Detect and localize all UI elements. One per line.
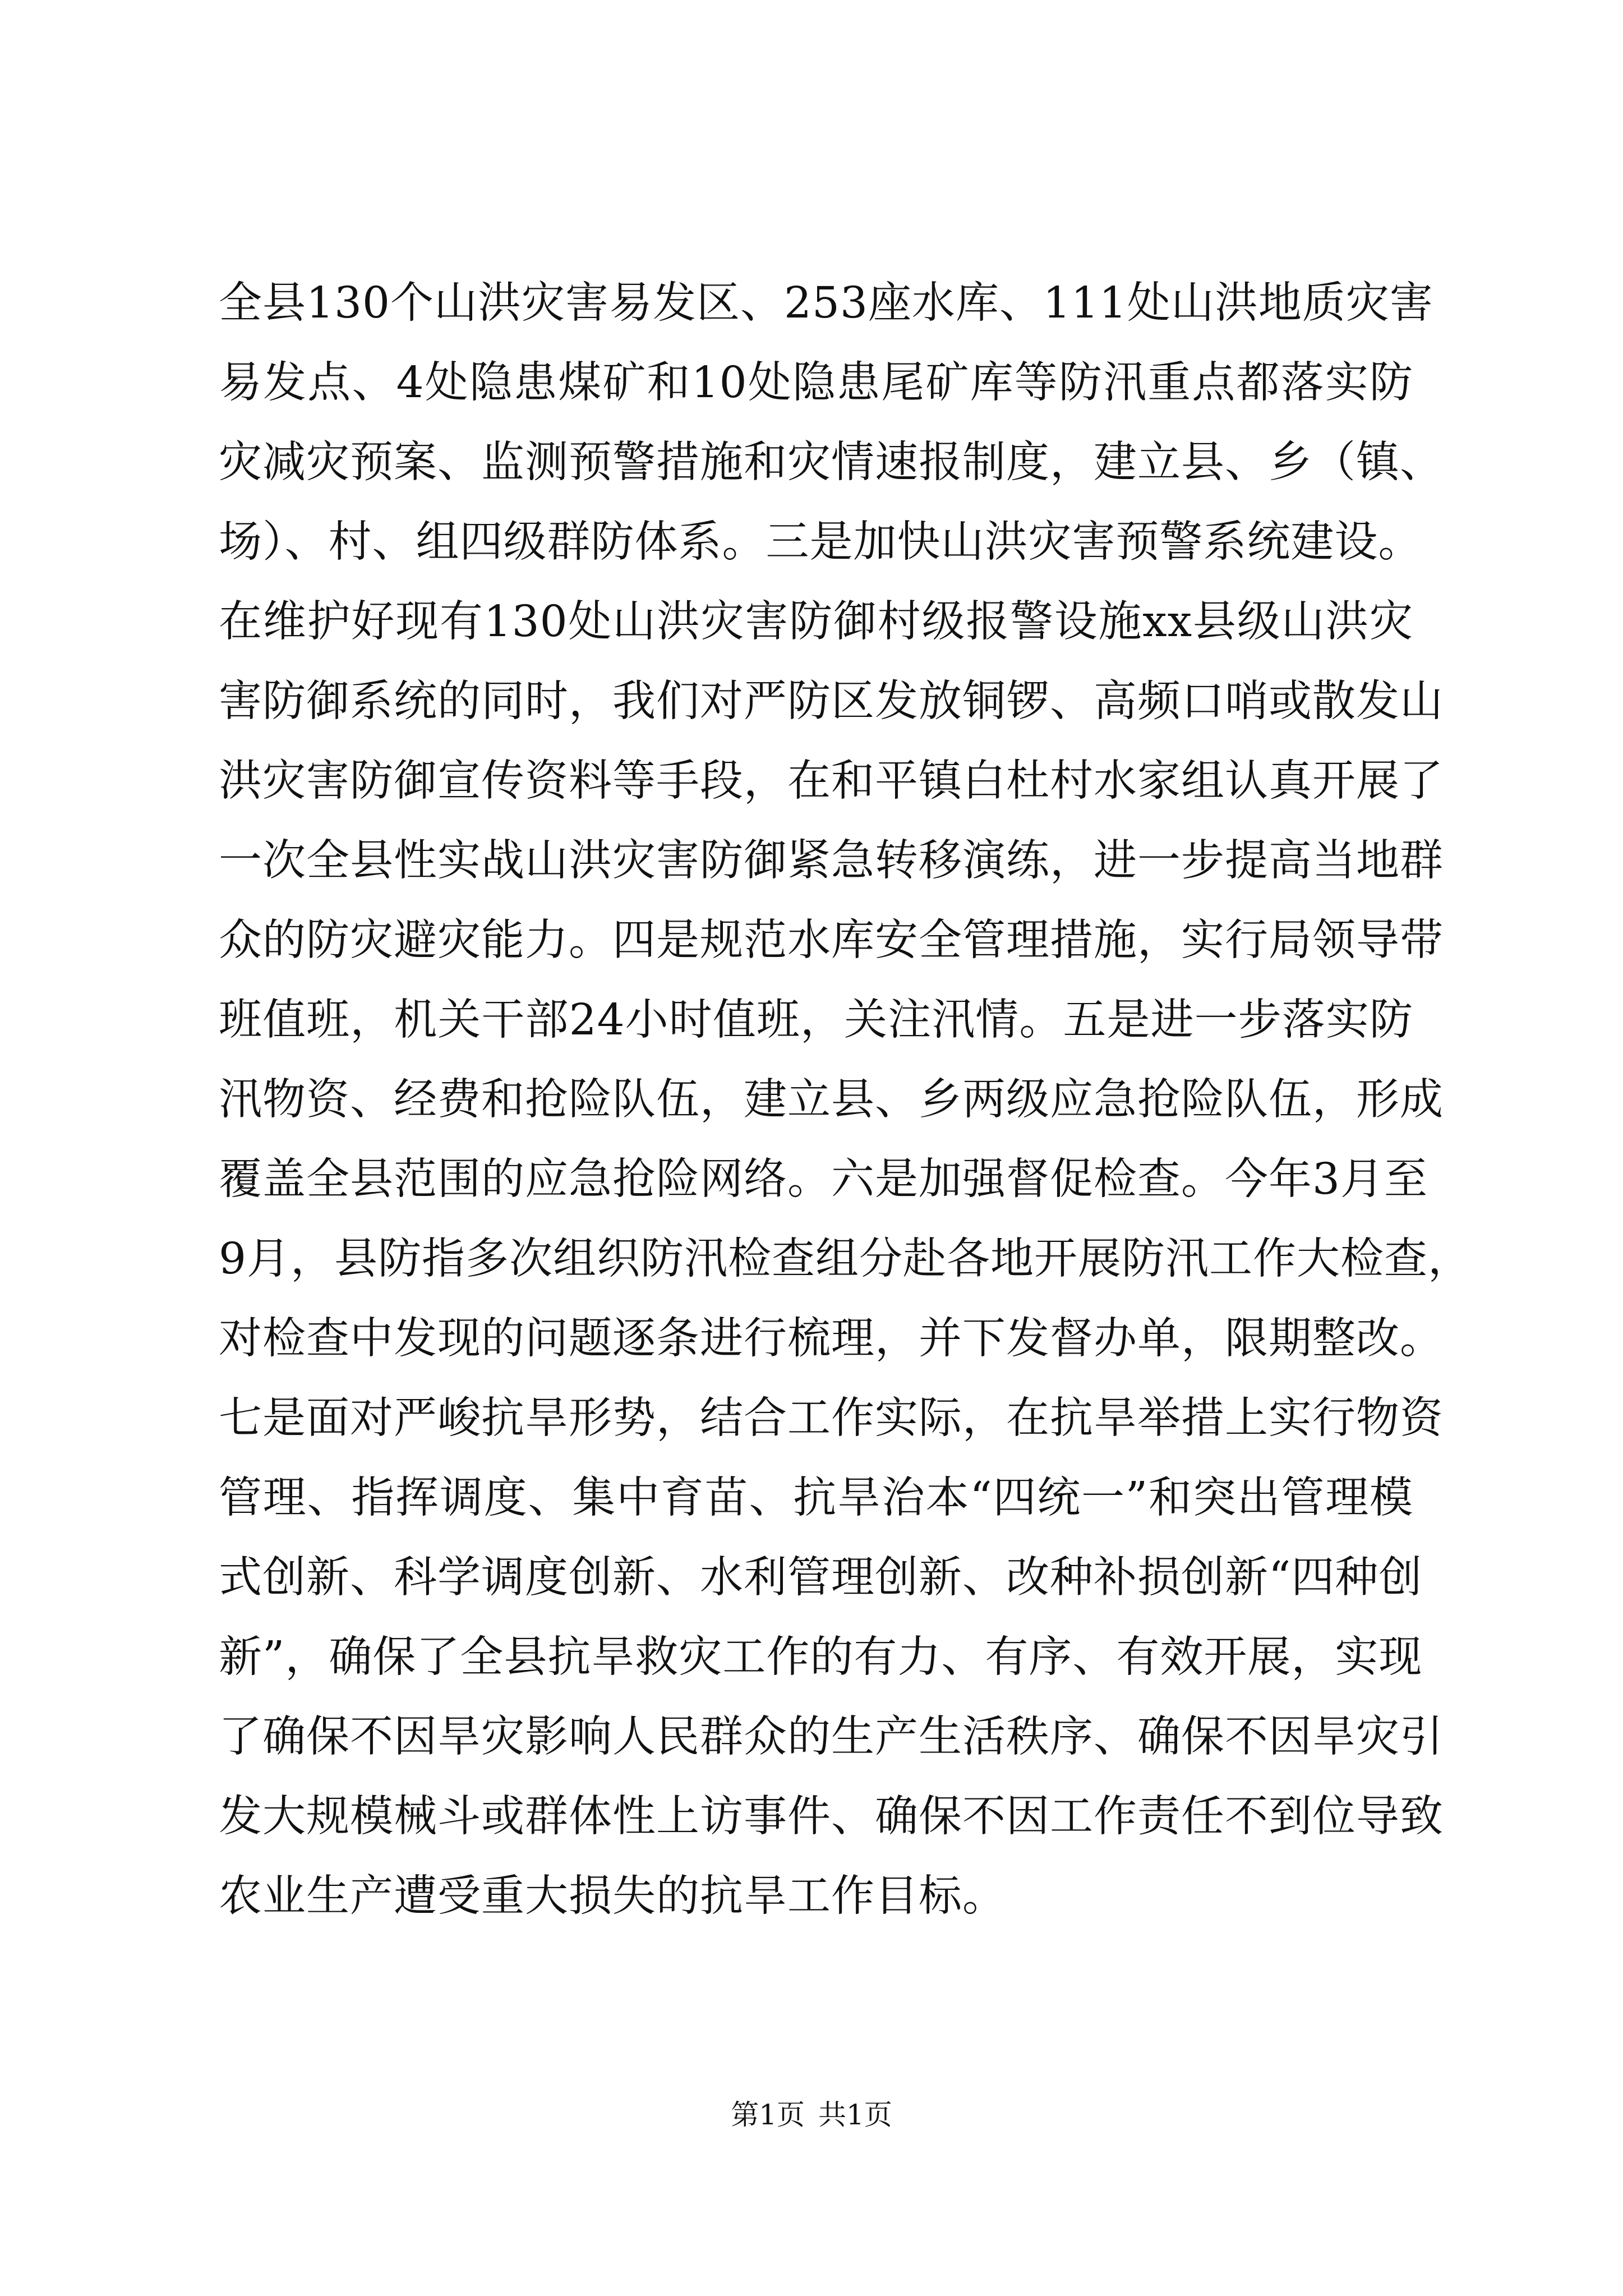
text-line: 对检查中发现的问题逐条进行梳理，并下发督办单，限期整改。: [219, 1314, 1444, 1364]
text-line: 在维护好现有130处山洪灾害防御村级报警设施xx县级山洪灾: [219, 597, 1413, 647]
text-line: 管理、指挥调度、集中育苗、抗旱治本“四统一”和突出管理模: [219, 1473, 1413, 1523]
text-line: 洪灾害防御宣传资料等手段，在和平镇白杜村水家组认真开展了: [219, 756, 1444, 806]
text-line: 式创新、科学调度创新、水利管理创新、改种补损创新“四种创: [219, 1553, 1423, 1603]
text-line: 9月，县防指多次组织防汛检查组分赴各地开展防汛工作大检查，: [219, 1234, 1472, 1284]
text-line: 场）、村、组四级群防体系。三是加快山洪灾害预警系统建设。: [219, 517, 1422, 567]
text-line: 覆盖全县范围的应急抢险网络。六是加强督促检查。今年3月至: [219, 1154, 1428, 1204]
text-line: 了确保不因旱灾影响人民群众的生产生活秩序、确保不因旱灾引: [219, 1712, 1444, 1762]
text-line: 班值班，机关干部24小时值班，关注汛情。五是进一步落实防: [219, 995, 1413, 1045]
text-line: 害防御系统的同时，我们对严防区发放铜锣、高频口哨或散发山: [219, 677, 1444, 726]
page-number: 第1页: [731, 2099, 805, 2131]
text-line: 一次全县性实战山洪灾害防御紧急转移演练，进一步提高当地群: [219, 836, 1444, 886]
text-line: 灾减灾预案、监测预警措施和灾情速报制度，建立县、乡（镇、: [219, 438, 1444, 487]
text-line: 众的防灾避灾能力。四是规范水库安全管理措施，实行局领导带: [219, 915, 1444, 965]
page-total: 共1页: [818, 2099, 892, 2131]
text-line: 汛物资、经费和抢险队伍，建立县、乡两级应急抢险队伍，形成: [219, 1075, 1444, 1125]
text-line: 新”，确保了全县抗旱救灾工作的有力、有序、有效开展，实现: [219, 1632, 1423, 1682]
text-line-last: 农业生产遭受重大损失的抗旱工作目标。: [219, 1871, 1006, 1921]
text-line: 全县130个山洪灾害易发区、253座水库、111处山洪地质灾害: [219, 278, 1433, 328]
text-line: 发大规模械斗或群体性上访事件、确保不因工作责任不到位导致: [219, 1792, 1444, 1842]
body-text: [219, 264, 1472, 1936]
text-line: 易发点、4处隐患煤矿和10处隐患尾矿库等防汛重点都落实防: [219, 358, 1413, 408]
page-footer: [0, 2098, 1623, 2132]
text-line: 七是面对严峻抗旱形势，结合工作实际，在抗旱举措上实行物资: [219, 1393, 1444, 1443]
